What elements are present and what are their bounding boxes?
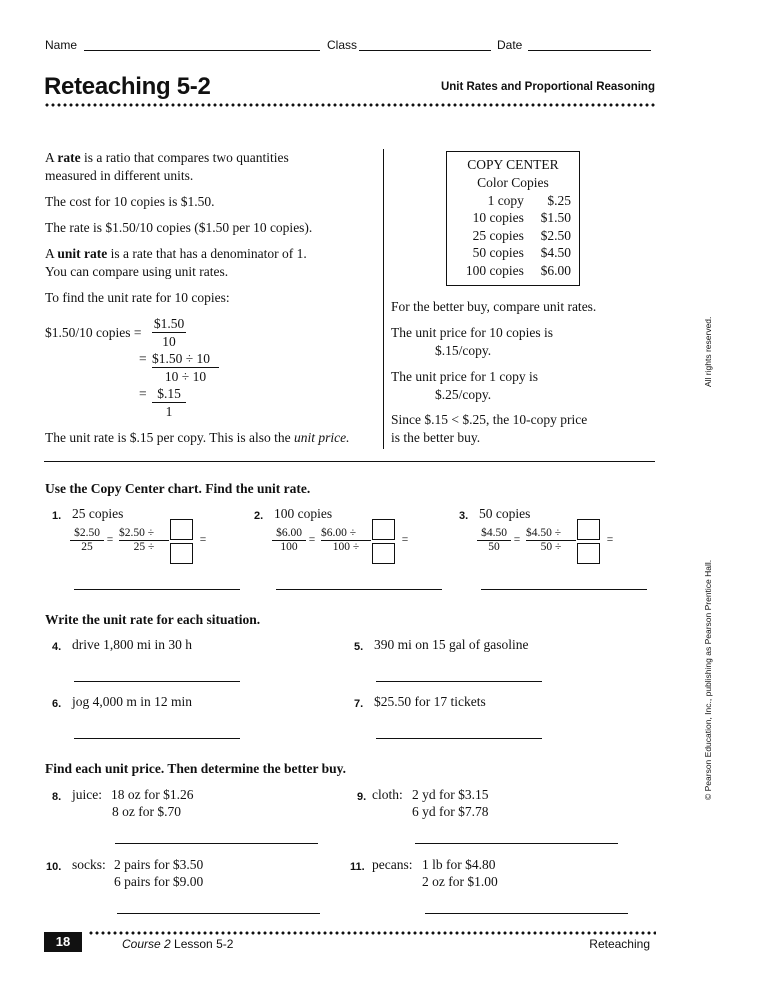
offer-2: 6 yd for $7.78 (412, 804, 489, 819)
offer-1: 2 pairs for $3.50 (114, 857, 204, 872)
problem-number: 10. (46, 861, 62, 873)
problem-text: drive 1,800 mi in 30 h (72, 637, 192, 652)
copies-quantity: 1 copy (487, 192, 524, 208)
copies-price: $.25 (547, 192, 571, 208)
problem-number: 8. (52, 791, 62, 803)
fraction-denominator: 25 (81, 541, 93, 553)
fraction-numerator: $4.50 (477, 527, 511, 541)
problem-number: 3. (459, 510, 469, 522)
section-2-heading: Write the unit rate for each situation. (45, 612, 261, 627)
copies-quantity: 100 copies (465, 262, 524, 278)
footer-course: Course 2 Lesson 5-2 (122, 937, 234, 951)
column-divider (383, 149, 384, 449)
fraction-denominator: 50 (488, 541, 500, 553)
copies-price: $1.50 (540, 210, 571, 225)
copies-price: $2.50 (540, 227, 571, 243)
find-unit-rate-text: To find the unit rate for 10 copies: (45, 290, 230, 305)
answer-box[interactable] (577, 519, 600, 540)
cost-text: The cost for 10 copies is $1.50. (45, 194, 215, 209)
fraction-2-numerator: $1.50 ÷ 10 (152, 350, 219, 368)
answer-line[interactable] (74, 738, 240, 739)
unit-price-10-copies: The unit price for 10 copies is $.15/copy. (391, 325, 553, 358)
equals-sign: = (308, 534, 316, 546)
page-title: Reteaching 5-2 (44, 73, 211, 100)
copies-price: $4.50 (540, 245, 571, 260)
price-row (455, 244, 571, 262)
fraction-numerator: $4.50 ÷ (526, 527, 576, 541)
copies-quantity: 25 copies (472, 227, 524, 243)
price-list (455, 192, 571, 280)
item-name: juice: (72, 787, 102, 802)
answer-line[interactable] (425, 913, 628, 914)
offer-2: 6 pairs for $9.00 (114, 874, 204, 889)
answer-line[interactable] (115, 843, 318, 844)
offer-1: 2 yd for $3.15 (412, 787, 489, 802)
footer-divider (88, 931, 656, 935)
fraction-denominator: 50 ÷ (540, 541, 562, 553)
answer-line[interactable] (276, 589, 442, 590)
answer-line[interactable] (376, 738, 542, 739)
equals-sign: = (106, 534, 114, 546)
problem-number: 1. (52, 510, 62, 522)
price-row (455, 209, 571, 227)
section-1-heading: Use the Copy Center chart. Find the unit rate. (45, 481, 311, 496)
fraction-denominator: 100 (280, 541, 298, 553)
equals-sign: = (401, 534, 409, 546)
fraction-numerator: $6.00 (272, 527, 306, 541)
title-divider (44, 103, 656, 107)
answer-box[interactable] (170, 543, 193, 564)
item-name: socks: (72, 857, 106, 872)
fraction-numerator: $2.50 ÷ (119, 527, 169, 541)
name-field[interactable] (84, 50, 320, 51)
fraction-3-denominator: 1 (165, 404, 173, 419)
copies-quantity: 50 copies (472, 245, 524, 260)
problem-label: 100 copies (274, 506, 333, 521)
equation-lhs: $1.50/10 copies = (45, 325, 142, 340)
rate-definition: A rate is a ratio that compares two quantities measured in different units. (45, 150, 289, 183)
fraction-numerator: $6.00 ÷ (321, 527, 371, 541)
equals-sign: = (513, 534, 521, 546)
equals-sign: = (139, 351, 147, 366)
item-name: pecans: (372, 857, 413, 872)
offer-2: 2 oz for $1.00 (422, 874, 498, 889)
fraction-denominator: 100 ÷ (332, 541, 360, 553)
fraction-denominator: 25 ÷ (133, 541, 155, 553)
date-field[interactable] (528, 50, 651, 51)
problem-number: 6. (52, 698, 62, 710)
answer-box[interactable] (372, 519, 395, 540)
price-row (455, 192, 571, 210)
answer-box[interactable] (372, 543, 395, 564)
problem-number: 4. (52, 641, 62, 653)
answer-line[interactable] (117, 913, 320, 914)
fraction-1-denominator: 10 (162, 334, 176, 349)
equals-sign: = (199, 534, 207, 546)
rights-notice: All rights reserved. (703, 316, 713, 387)
name-label: Name (45, 38, 78, 52)
offer-1: 18 oz for $1.26 (111, 787, 194, 802)
answer-line[interactable] (415, 843, 618, 844)
unit-price-1-copy: The unit price for 1 copy is $.25/copy. (391, 369, 538, 402)
problem-number: 9. (357, 791, 367, 803)
fraction-numerator: $2.50 (70, 527, 104, 541)
copyright-notice: © Pearson Education, Inc., publishing as Pearson Prentice Hall. (703, 559, 713, 800)
problem-number: 7. (354, 698, 364, 710)
answer-line[interactable] (376, 681, 542, 682)
page-number: 18 (44, 932, 82, 952)
section-3-heading: Find each unit price. Then determine the better buy. (45, 761, 346, 776)
problem-label: 50 copies (479, 506, 531, 521)
equals-sign: = (139, 386, 147, 401)
fraction-2-denominator: 10 ÷ 10 (164, 369, 207, 384)
problem-number: 5. (354, 641, 364, 653)
copies-price: $6.00 (540, 262, 571, 278)
class-label: Class (327, 38, 358, 52)
rate-text: The rate is $1.50/10 copies ($1.50 per 10 copies). (45, 220, 313, 235)
item-name: cloth: (372, 787, 403, 802)
fraction-1-numerator: $1.50 (153, 316, 185, 331)
answer-line[interactable] (74, 589, 240, 590)
problem-label: 25 copies (72, 506, 124, 521)
copy-center-table (446, 151, 580, 286)
copy-center-title: COPY CENTER (467, 157, 559, 172)
offer-2: 8 oz for $.70 (112, 804, 181, 819)
price-row (455, 262, 571, 280)
problem-number: 11. (350, 861, 365, 873)
answer-line[interactable] (74, 681, 240, 682)
problem-text: jog 4,000 m in 12 min (72, 694, 193, 709)
date-label: Date (497, 38, 523, 52)
comparison-text: Since $.15 < $.25, the 10-copy price is the better buy. (391, 412, 588, 445)
page-subtitle: Unit Rates and Proportional Reasoning (440, 81, 655, 93)
footer-reteaching: Reteaching (589, 937, 650, 951)
offer-1: 1 lb for $4.80 (422, 857, 496, 872)
unit-price-text: The unit rate is $.15 per copy. This is also the unit price. (45, 430, 350, 445)
problem-text: 390 mi on 15 gal of gasoline (374, 637, 529, 652)
problem-text: $25.50 for 17 tickets (374, 694, 486, 709)
answer-box[interactable] (577, 543, 600, 564)
answer-line[interactable] (481, 589, 647, 590)
copies-quantity: 10 copies (472, 210, 524, 225)
class-field[interactable] (359, 50, 491, 51)
fraction-3-numerator: $.15 (152, 385, 186, 403)
answer-box[interactable] (170, 519, 193, 540)
unit-rate-definition: A unit rate is a rate that has a denominator of 1. You can compare using unit rates. (45, 246, 307, 279)
problem-number: 2. (254, 510, 264, 522)
copy-center-subtitle: Color Copies (477, 175, 549, 190)
equals-sign: = (606, 534, 614, 546)
section-divider (44, 461, 655, 462)
better-buy-text: For the better buy, compare unit rates. (391, 299, 597, 314)
price-row (455, 227, 571, 245)
